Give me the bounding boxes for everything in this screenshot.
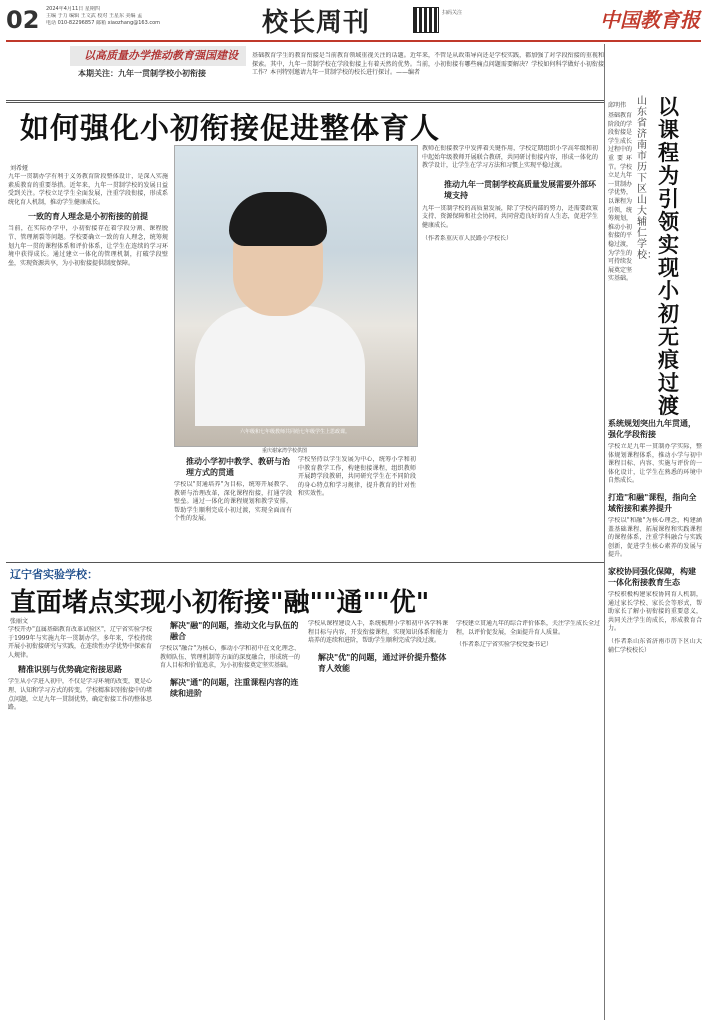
paragraph: 学校坚持以学生发展为中心，统筹小学和初中教育教学工作，构建衔接课程，组织教师开展跨学段教研，共同研究学生在不同阶段的身心特点和学习规律，提升教育的针对性和实效性。 [298, 456, 416, 498]
second-column-1 [8, 626, 152, 1018]
main-author: 刘希娅 [10, 165, 29, 172]
subheading: 系统规划突出九年贯通，强化学段衔接 [608, 419, 696, 439]
section-title: 校长周刊 [262, 8, 371, 38]
paragraph: 学校从课程建设入手，系统梳理小学和初中各学科课程目标与内容，开发衔接课程，实现知识体系和能力培养的连续和进阶，帮助学生顺利完成学段过渡。 [308, 620, 448, 645]
sidebar-title: 以课程为引领实现小初无痕过渡 [658, 95, 679, 418]
subheading: 推动九年一贯制学校高质量发展需要外部环境支持 [444, 179, 596, 200]
sidebar-author: 邱明伟 [608, 102, 627, 109]
subheading: 打造"和融"课程，指向全域衔接和素养提升 [608, 492, 697, 513]
paragraph: 九年一贯制办学有利于义务教育阶段整体设计，是深入实施素质教育的重要举措。近年来，九年一贯制学校的发展日益受到关注。学校立足学生全面发展，注重学段衔接，形成系统化育人机制，推动学生健康成长。 [8, 173, 168, 206]
photo-student-hair [229, 192, 327, 246]
paragraph: 学校立足九年一贯制办学实际，整体规划课程体系，推动小学与初中课程目标、内容、实施与评价的一体化设计，让学生在熟悉的环境中自然成长。 [608, 443, 702, 485]
banner-title: 以高质量办学推动教育强国建设 [84, 49, 238, 62]
paragraph: 当前，在实际办学中，小初衔接存在着学段分割、课程脱节、管理割裂等问题。学校要确立一致的育人理念，统筹规划九年一贯的课程体系和评价体系，让学生在连续的学习环境中获得成长。通过建立一体化的管理机制，打破学段壁垒，实现资源共享，为小初衔接提供制度保障。 [8, 225, 168, 267]
main-column-2b [298, 456, 416, 558]
article-photo [174, 145, 418, 447]
main-column-2 [174, 456, 292, 558]
main-headline: 如何强化小初衔接促进整体育人 [20, 111, 441, 145]
paragraph: 学校开办"直属基础教育改革试验区"，辽宁省实验学校于1999年与实施九年一贯制办学。多年来，学校持续开展小初衔接研究与实践，在连续性办学优势中探索育人规律。 [8, 626, 152, 659]
paragraph: 学校积极构建家校协同育人机制，通过家长学校、家长会等形式，帮助家长了解小初衔接的重要意义，共同关注学生的成长，形成教育合力。 [608, 590, 702, 633]
subheading: 推动小学初中教学、教研与治理方式的贯通 [186, 457, 290, 477]
photo-student-shirt [195, 306, 365, 426]
second-column-2 [160, 620, 300, 1018]
page-number: 02 [6, 6, 40, 34]
author-footer: （作者系辽宁省实验学校党委书记） [456, 641, 553, 649]
paragraph: 学校以"贯通培养"为目标，统筹开展教学、教研与治理改革，深化课程衔接，打通学段壁垒。通过一体化的课程规划和教学安排，帮助学生顺利完成小初过渡，实现全面而有个性的发展。 [174, 481, 292, 523]
paragraph: 学生从小学进入初中，不仅是学习环境的改变，更是心理、认知和学习方式的转变。学校精准识别衔接中的堵点问题，立足九年一贯制优势，确定衔接工作的整体思路。 [8, 678, 152, 712]
second-headline: 直面堵点实现小初衔接"融""通""优" [10, 588, 430, 618]
paragraph: 学校以"融合"为核心，推动小学和初中在文化理念、教师队伍、管理机制等方面的深度融合，形成统一的育人目标和价值追求，为小初衔接奠定坚实基础。 [160, 645, 300, 670]
contact-line: 电话 010-82296857 邮箱 xiaozhang@163.com [46, 20, 161, 26]
subheading: 一致的育人理念是小初衔接的前提 [28, 212, 148, 222]
second-kicker: 辽宁省实验学校： [10, 568, 98, 581]
main-column-3 [422, 145, 598, 558]
paragraph: 学校建立贯通九年的综合评价体系，关注学生成长全过程，以评价促发展，全面提升育人质量。 [456, 620, 600, 636]
photo-credit: 重庆谢家湾学校供图 [262, 448, 308, 454]
masthead-meta [46, 6, 216, 27]
main-column-1 [8, 173, 168, 558]
date-line: 2024年4月11日 星期四 [46, 6, 100, 12]
newspaper-logo: 中国教育报 [600, 8, 700, 32]
subheading: 精准识别与优势确定衔接思路 [18, 665, 122, 675]
paragraph: 教师在衔接教学中发挥着关键作用，学校定期组织小学高年级和初中起始年级教师开展联合教研，共同研讨衔接内容，形成一体化的教学设计，让学生在学习方法和习惯上实现平稳过渡。 [422, 145, 598, 170]
qr-code-icon [414, 8, 438, 32]
paragraph: 九年一贯制学校的高质量发展，除了学校内部的努力，还需要政策支持、资源保障和社会协同，共同营造良好的育人生态，促进学生健康成长。 [422, 204, 598, 229]
subheading: 解决"优"的问题，通过评价提升整体育人效能 [318, 652, 447, 673]
second-column-3 [308, 620, 448, 1018]
staff-line: 主编 于力 编辑 王文武 校对 王星东 美编 孟 [46, 13, 143, 19]
sidebar-org: 山东省济南市历下区山大辅仁学校： [637, 96, 657, 261]
sidebar-column-narrow [608, 112, 632, 412]
divider [6, 100, 604, 101]
paragraph: 基础教育阶段的学段衔接是学生成长过程中的重要环节。学校立足九年一贯制办学优势，以课程为引领，统筹规划，推动小初衔接的平稳过渡，为学生的可持续发展奠定坚实基础。 [608, 112, 632, 283]
subheading: 解决"通"的问题，注重课程内容的连续和进阶 [170, 677, 299, 698]
masthead-rule [6, 40, 701, 42]
sidebar-column [608, 418, 702, 1018]
author-footer: （作者系重庆市人民路小学校长） [422, 234, 513, 242]
second-author: 张丽文 [10, 618, 29, 625]
subheading: 家校协同强化保障，构建一体化衔接教育生态 [608, 566, 696, 587]
divider [6, 562, 604, 563]
author-footer: （作者系山东省济南市历下区山大辅仁学校校长） [608, 637, 702, 654]
editor-note: 基础教育学生的教育衔接是当前教育领域重视关注的话题。近年来，不管是从政策导向还是学校实践，都加强了对学段衔接的重视和探索。其中，九年一贯制学校在学段衔接上有着天然的优势。当前，小初衔接有哪些痛点问题需要解决？学校如何科学做好小初衔接工作？本刊特别邀请九年一贯制学校的校长进行探讨。——编者 [252, 52, 604, 77]
qr-label: 扫码关注 [442, 10, 463, 16]
divider [6, 102, 604, 103]
subheading: 解决"融"的问题，推动文化与队伍的融合 [170, 621, 299, 641]
paragraph: 学校以"和融"为核心理念，构建涵盖基础课程、拓展课程和实践课程的课程体系，注重学科融合与实践创新，促进学生核心素养的发展与提升。 [608, 516, 702, 559]
issue-theme: 本期关注：九年一贯制学校小初衔接 [78, 69, 206, 78]
photo-caption: 六年级和七年级教师共同给七年级学生上思政课。 [239, 429, 350, 435]
second-column-4 [456, 620, 600, 1018]
column-divider [604, 44, 605, 1020]
